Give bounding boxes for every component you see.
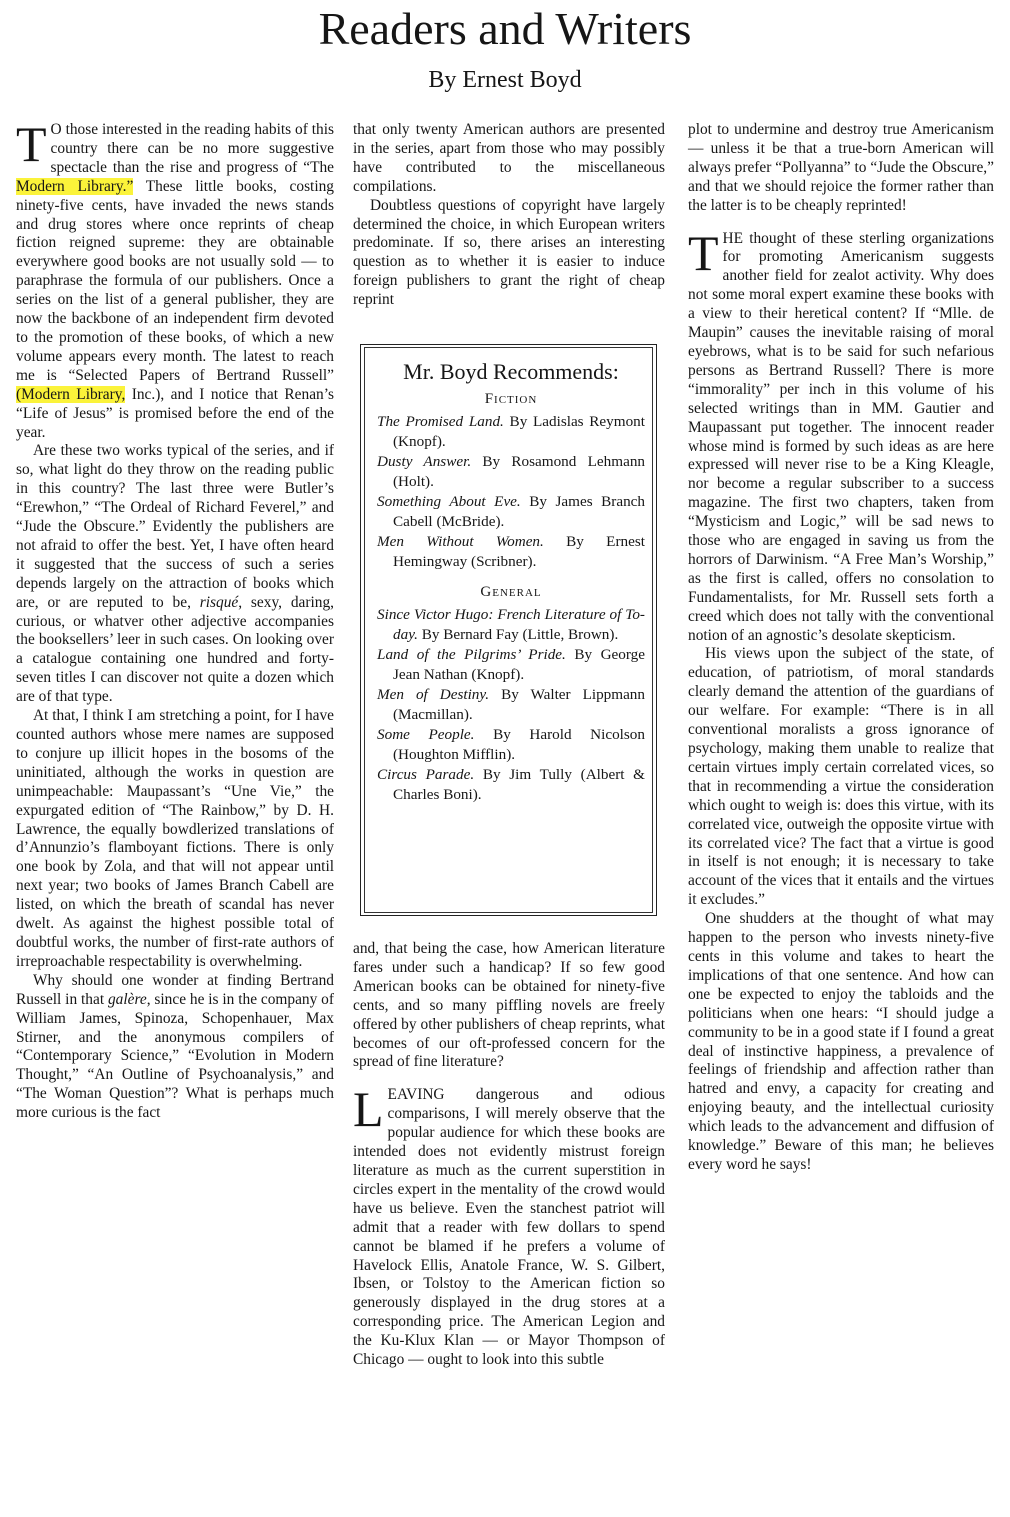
fiction-heading: Fiction — [484, 391, 538, 407]
paragraph: T O those interested in the reading habits of this country there can be no more suggestive spectacle than the rise and progress of “The Modern Library.” These little books, costing ninety-five cents, have invaded the news stands and drug stores where once reprints of cheap fiction reigned supreme: they are obtainable everywhere good books are not usually sold — to paraphrase the formula of our publishers. Once a series on the list of a general publisher, they are now the backbone of an independent firm devoted to the promotion of these books, of which a new volume appears every month. The latest to reach me is “Selected Papers of Bertrand Russell” (Modern Library, Inc.), and I notice that Renan’s “Life of Jesus” is promised before the end of the year. — [16, 116, 335, 441]
paragraph: LEAVING dangerous and odious comparisons, I will merely observe that the popular audience for which these books are intended does not evidently mistrust foreign literature as much as the current superstition in circles expert in the mentality of the crowd would have us believe. Even the stanchest patriot will admit that a reader with few dollars to spend cannot be blamed if he prefers a volume of Havelock Ellis, Anatole France, W. S. Gilbert, Ibsen, or Tolstoy to the American fiction so generously displayed in the drug stores at a corresponding price. The American Legion and the Ku-Klux Klan — or Mayor Thompson of Chicago — ought to look into this subtle — [353, 1081, 665, 1369]
list-item: Men Without Women. By Ernest Hemingway (Scribner). — [377, 533, 645, 570]
fiction-list — [377, 412, 645, 571]
article-byline: By Ernest Boyd — [428, 67, 582, 93]
paragraph: plot to undermine and destroy true Americanism — unless it be that a true-born American will always prefer “Pollyanna” to “Jude the Obscure,” and that we should rejoice the former rather than the latter is to be cheaply reprinted! — [688, 121, 994, 214]
paragraph: Are these two works typical of the series, and if so, what light do they throw on the reading public in this country? The last three were Butler’s “Erewhon,” “The Ordeal of Richard Feverel,” and “Jude the Obscure.” Evidently the publishers are not afraid to offer the best. Yet, I have often heard it suggested that the success of such a series depends largely on the attraction of books which are, or are reputed to be, risqué, sexy, daring, curious, or whatver other adjective accompanies the booksellers’ leer in such cases. On looking over a catalogue containing one hundred and forty-seven titles I can discover not quite a dozen which are of that type. — [16, 442, 334, 706]
drop-cap: T — [16, 116, 47, 172]
box-title: Mr. Boyd Recommends: — [403, 359, 619, 384]
recommendations-box — [360, 344, 657, 916]
paragraph: THE thought of these sterling organizations for promoting Americanism suggests another field for zealot activity. Why does not some moral expert examine these books with a view to their heretical content? If “Mlle. de Maupin” causes the inevitable raising of moral eyebrows, what is to be said for such nefarious persons as Bertrand Russell? There is more “immorality” per inch in this volume of his selected writings than in MM. Gautier and Maupassant put together. The innocent reader whose mind is formed by such ideas as are here expressed will never rise to be a King Kleagle, nor become a regular subscriber to a success magazine. The first two chapters, taken from “Mysticism and Logic,” will be sad news to those who are engaged in saving us from the horrors of Darwinism. “A Free Man’s Worship,” as the first is called, offers no consolation to Fundamentalists, for Mr. Russell sets forth a creed which does not tally with the conventional notion of an agnostic’s desolate skepticism. — [688, 224, 994, 644]
drop-cap: T — [688, 224, 719, 281]
list-item: The Promised Land. By Ladislas Reymont (Knopf). — [377, 413, 645, 450]
highlighted-text: Modern Library.” — [16, 177, 134, 195]
list-item: Circus Parade. By Jim Tully (Albert & Charles Boni). — [377, 766, 645, 803]
list-item: Something About Eve. By James Branch Cabell (McBride). — [377, 493, 645, 530]
paragraph: His views upon the subject of the state, of education, of patriotism, of moral standards clearly demand the attention of the guardians of our welfare. For example: “There is in all conventional moralists a gross ignorance of psychology, making them unable to realize that certain virtues imply certain correlated vices, so that in recommending a virtue the consideration which ought to weigh is: does this virtue, with its correlated vice, outweigh the opposite virtue with its correlated vice? The fact that a virtue is good in itself is not enough; it is necessary to take account of the vices that it entails and the virtues it excludes.” — [688, 645, 994, 909]
drop-cap: L — [353, 1081, 384, 1138]
column-2-top — [353, 121, 665, 310]
column-2-bottom — [353, 940, 665, 1370]
list-item: Dusty Answer. By Rosamond Lehmann (Holt). — [377, 453, 646, 490]
highlighted-text: (Modern Library, — [16, 385, 126, 403]
paragraph: Doubtless questions of copyright have largely determined the choice, in which European writers predominate. If so, there arises an interesting question as to whether it is easier to induce foreign publishers to grant the right of cheap reprint — [353, 196, 665, 309]
general-heading: General — [480, 584, 542, 600]
list-item: Men of Destiny. By Walter Lippmann (Macmillan). — [377, 686, 645, 723]
list-item: Since Victor Hugo: French Literature of To-day. By Bernard Fay (Little, Brown). — [377, 606, 645, 643]
paragraph: that only twenty American authors are presented in the series, apart from those who may possibly have contributed to the miscellaneous compilations. — [353, 121, 665, 195]
general-list — [377, 605, 645, 804]
list-item: Some People. By Harold Nicolson (Houghton Mifflin). — [377, 726, 645, 763]
article-title: Readers and Writers — [318, 3, 692, 54]
paragraph: and, that being the case, how American literature fares under such a handicap? If so few good American books can be obtained for ninety-five cents, and so many piffling novels are freely offered by other publishers of cheap reprints, what becomes of our oft-professed concern for the spread of fine literature? — [353, 940, 665, 1071]
column-1 — [16, 116, 335, 1123]
paragraph: At that, I think I am stretching a point, for I have counted authors whose mere names are supposed to conjure up illicit hopes in the bosoms of the uninitiated, although the works in question are unimpeachable: Maupassant’s “Une Vie,” the expurgated edition of “The Rainbow,” by D. H. Lawrence, the equally bowdlerized translations of d’Annunzio’s flamboyant fictions. There is only one book by Zola, and that will not appear until next year; two books of James Branch Cabell are listed, on which the breath of scandal has never dwelt. As against the highest possible total of doubtful works, the number of first-rate authors of irreproachable respectability is overwhelming. — [16, 707, 334, 970]
paragraph: One shudders at the thought of what may happen to the person who invests ninety-five cents in this volume and takes to heart the implications of that one sentence. And how can one be expected to enjoy the tabloids and the politicians when one hears: “I should judge a community to be in a good state if I found a great deal of instinctive happiness, a prevalence of feelings of friendship and affection rather than hatred and envy, a capacity for creating and enjoying beauty, and the intellectual curiosity which leads to the advancement and diffusion of knowledge.” Beware of this man; he believes every word he says! — [688, 910, 994, 1173]
paragraph: Why should one wonder at finding Bertrand Russell in that galère, since he is in the company of William James, Spinoza, Schopenhauer, Max Stirner, and the anonymous compilers of “Contemporary Science,” “Evolution in Modern Thought,” “An Outline of Psychoanalysis,” and “The Woman Question”? What is perhaps much more curious is the fact — [16, 971, 334, 1122]
list-item: Land of the Pilgrims’ Pride. By George Jean Nathan (Knopf). — [377, 646, 645, 683]
column-3 — [688, 121, 994, 1175]
